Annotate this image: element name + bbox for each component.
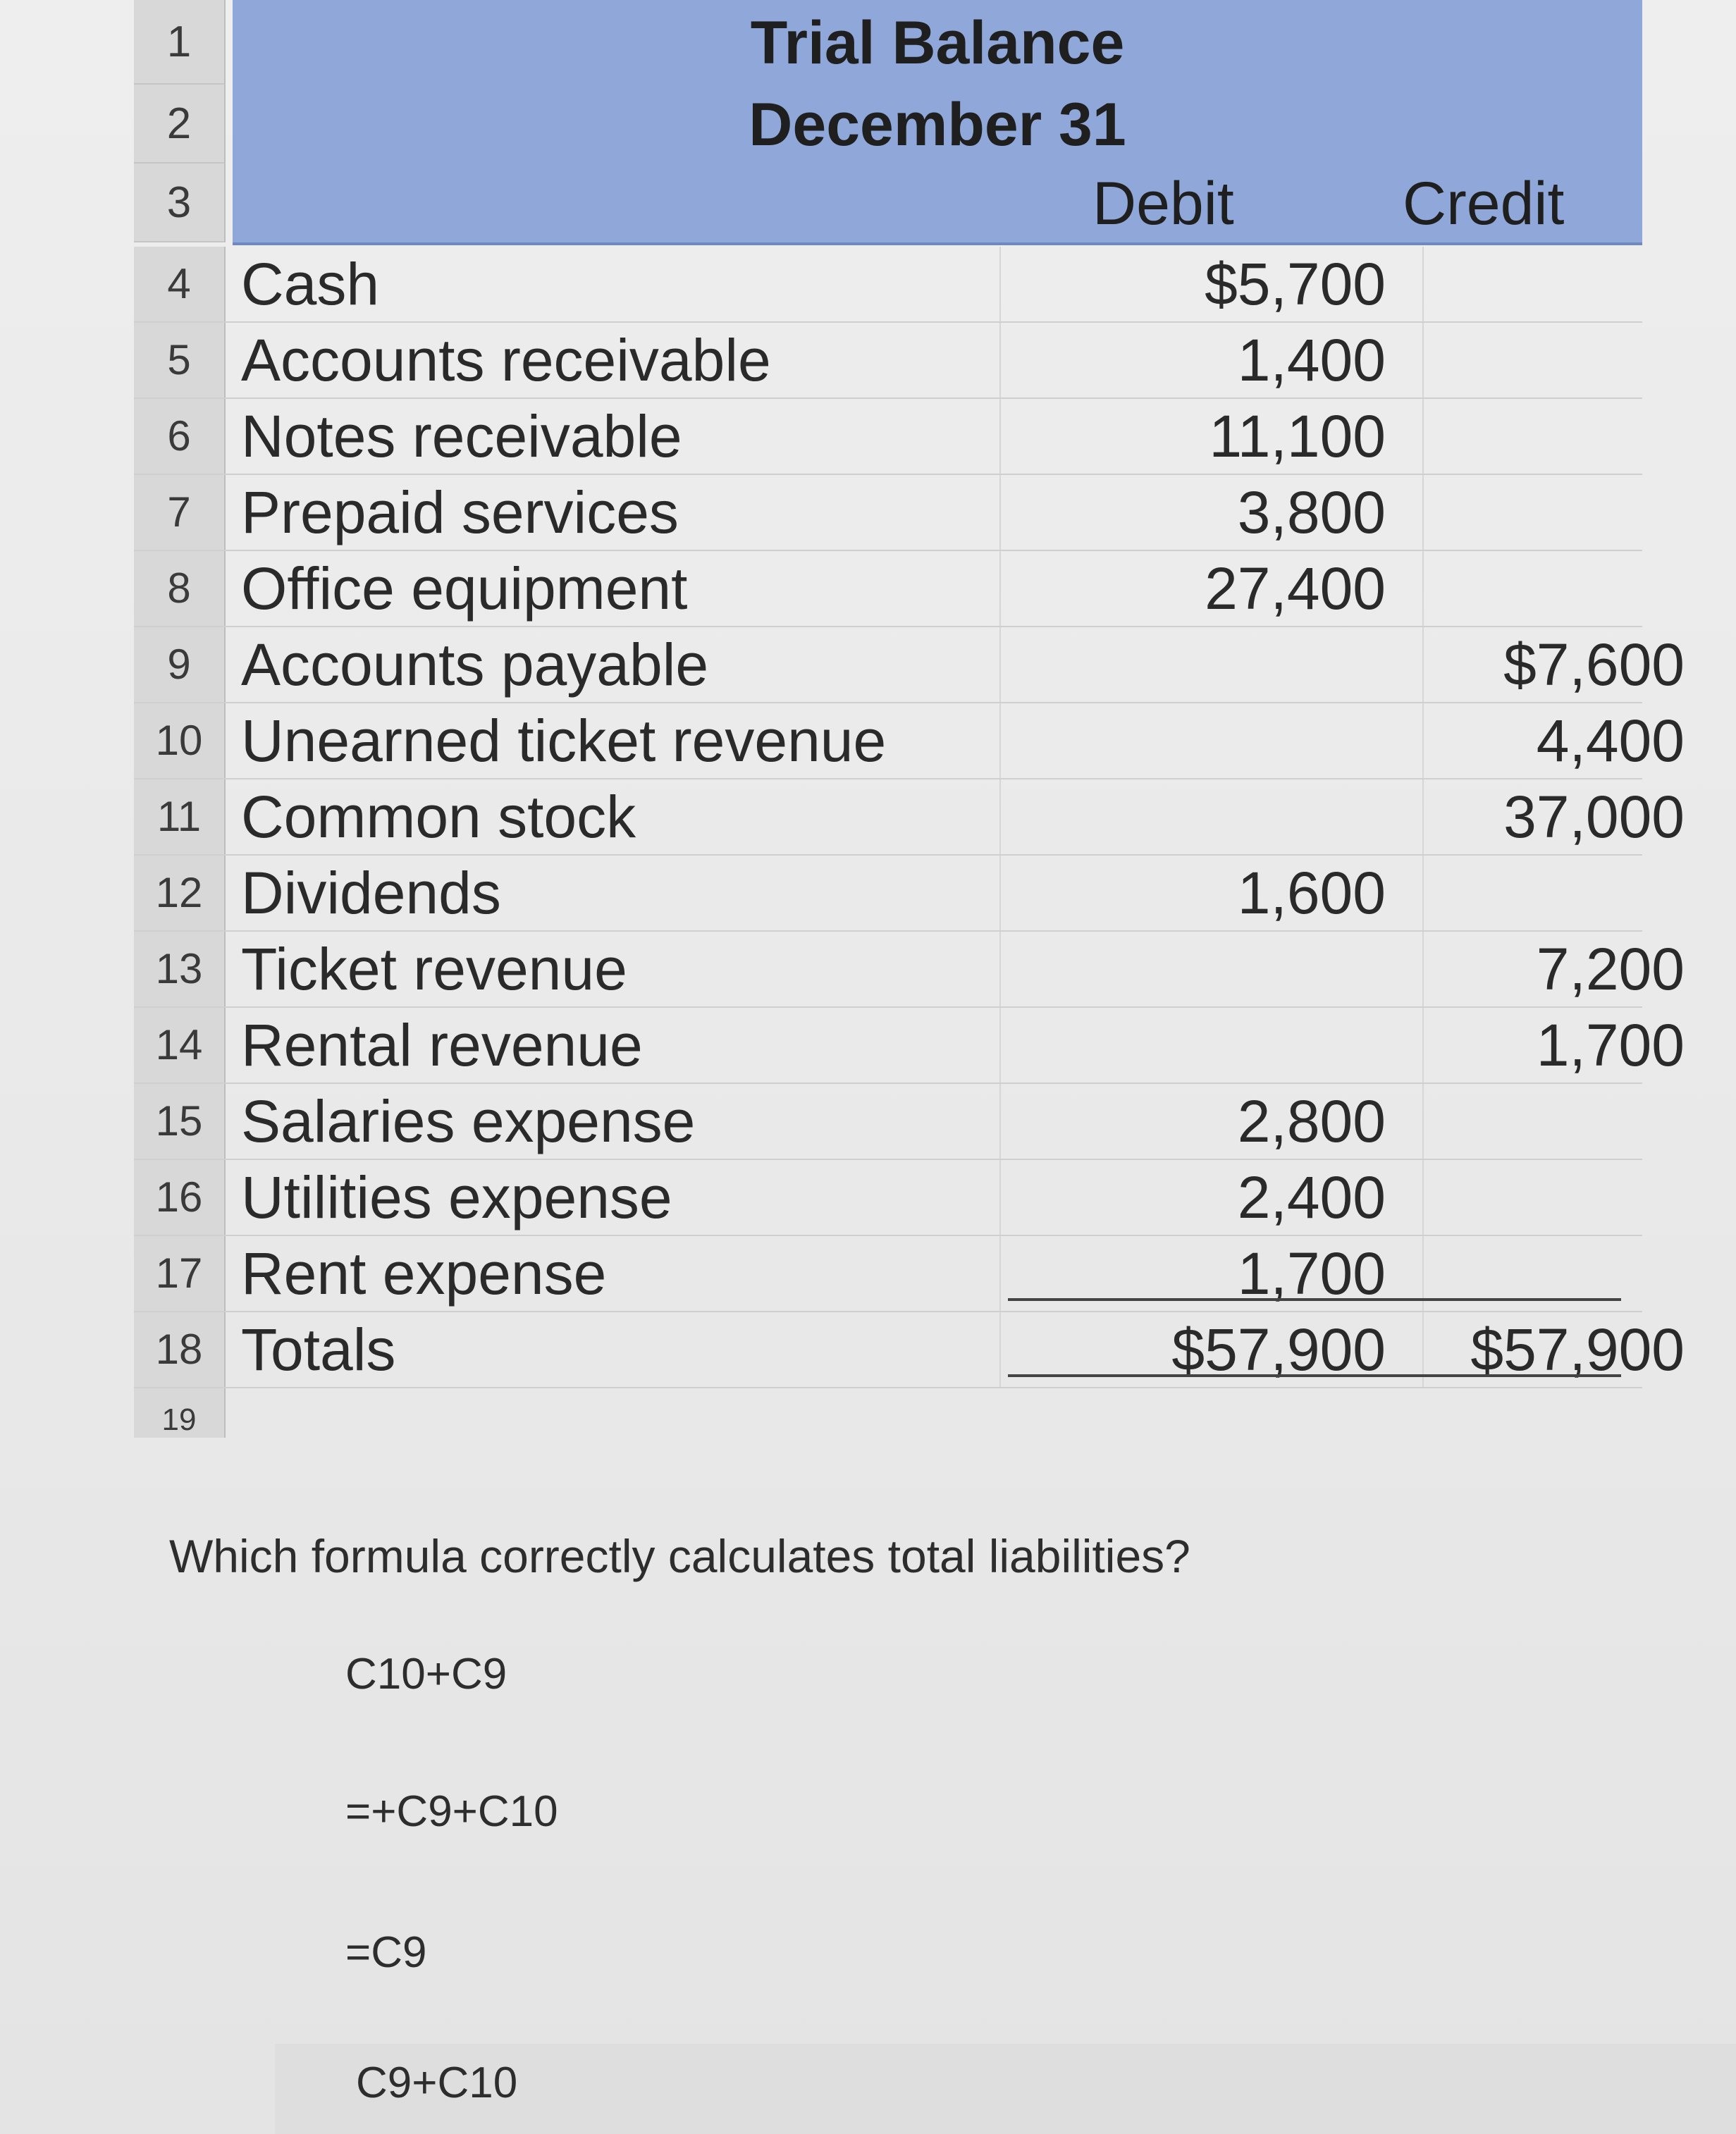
row-number[interactable]: 8 [134, 551, 226, 626]
table-row [134, 627, 1685, 703]
row-number[interactable]: 3 [134, 164, 226, 242]
debit-cell[interactable]: 2,400 [1001, 1160, 1424, 1235]
table-row [134, 1084, 1642, 1160]
credit-cell[interactable] [1424, 1160, 1734, 1235]
credit-cell[interactable]: 4,400 [1536, 708, 1685, 774]
subtotal-rule [1008, 1298, 1621, 1301]
row-number[interactable]: 11 [134, 779, 226, 854]
account-cell[interactable]: Accounts receivable [233, 323, 1001, 397]
row-number[interactable]: 17 [134, 1236, 226, 1311]
credit-cell[interactable]: 1,700 [1536, 1012, 1685, 1078]
debit-cell[interactable]: 1,600 [1001, 856, 1424, 930]
table-row [134, 399, 1642, 475]
debit-cell[interactable]: 2,800 [1001, 1084, 1424, 1159]
row-number[interactable]: 4 [134, 247, 226, 321]
row-number[interactable]: 14 [134, 1008, 226, 1083]
credit-total-cell[interactable]: $57,900 [1470, 1316, 1685, 1383]
answer-option[interactable]: C9+C10 [356, 2059, 518, 2107]
account-cell[interactable]: Accounts payable [233, 627, 1001, 702]
credit-cell[interactable] [1424, 323, 1734, 397]
debit-cell[interactable]: 11,100 [1001, 399, 1424, 474]
credit-cell[interactable] [1424, 1084, 1734, 1159]
sheet-header-band [233, 0, 1642, 245]
answer-option[interactable]: =+C9+C10 [345, 1787, 558, 1836]
row-number[interactable]: 19 [134, 1388, 226, 1438]
table-row [134, 1008, 1685, 1084]
credit-cell[interactable]: $7,600 [1503, 631, 1685, 698]
account-cell[interactable]: Dividends [233, 856, 1001, 930]
table-row [134, 856, 1642, 932]
row-number[interactable]: 12 [134, 856, 226, 930]
row-number[interactable]: 5 [134, 323, 226, 397]
row-number[interactable]: 16 [134, 1160, 226, 1235]
debit-column-header: Debit [1092, 170, 1234, 238]
row-number[interactable]: 18 [134, 1312, 226, 1387]
table-row [134, 1160, 1642, 1236]
debit-cell[interactable] [1001, 932, 1424, 1006]
account-cell[interactable]: Salaries expense [233, 1084, 1001, 1159]
account-cell[interactable]: Ticket revenue [233, 932, 1001, 1006]
table-row [134, 475, 1642, 551]
debit-cell[interactable]: 3,800 [1001, 475, 1424, 550]
table-row [134, 779, 1685, 856]
debit-cell[interactable] [1001, 1008, 1424, 1083]
credit-cell[interactable]: 7,200 [1536, 936, 1685, 1002]
debit-cell[interactable] [1001, 627, 1424, 702]
account-cell[interactable]: Rent expense [233, 1236, 1001, 1311]
table-row [134, 247, 1642, 323]
credit-cell[interactable] [1424, 551, 1734, 626]
debit-cell[interactable]: 27,400 [1001, 551, 1424, 626]
account-cell[interactable]: Utilities expense [233, 1160, 1001, 1235]
credit-cell[interactable]: 37,000 [1503, 784, 1685, 850]
row-number[interactable]: 15 [134, 1084, 226, 1159]
account-cell[interactable]: Notes receivable [233, 399, 1001, 474]
debit-cell[interactable]: $5,700 [1001, 247, 1424, 321]
row-number[interactable]: 10 [134, 703, 226, 778]
table-row [134, 703, 1685, 779]
row-number[interactable]: 1 [134, 0, 226, 85]
account-cell[interactable]: Cash [233, 247, 1001, 321]
sheet-title: Trial Balance [750, 9, 1125, 77]
account-cell[interactable]: Common stock [233, 779, 1001, 854]
row-number[interactable]: 13 [134, 932, 226, 1006]
answer-option[interactable]: =C9 [345, 1928, 427, 1977]
answer-option[interactable]: C10+C9 [345, 1650, 507, 1698]
credit-cell[interactable] [1424, 856, 1734, 930]
account-cell[interactable]: Prepaid services [233, 475, 1001, 550]
debit-cell[interactable]: 1,400 [1001, 323, 1424, 397]
account-cell[interactable]: Unearned ticket revenue [233, 703, 1001, 778]
credit-cell[interactable] [1424, 399, 1734, 474]
debit-cell[interactable]: 1,700 [1001, 1236, 1424, 1311]
table-row [134, 1388, 1642, 1438]
account-cell[interactable]: Office equipment [233, 551, 1001, 626]
debit-cell[interactable] [1001, 703, 1424, 778]
sheet-subtitle: December 31 [749, 91, 1126, 159]
row-number[interactable]: 7 [134, 475, 226, 550]
question-text: Which formula correctly calculates total liabilities? [169, 1530, 1190, 1582]
account-cell[interactable]: Rental revenue [233, 1008, 1001, 1083]
account-cell[interactable]: Totals [233, 1312, 1001, 1387]
row-number[interactable]: 9 [134, 627, 226, 702]
row-number[interactable]: 6 [134, 399, 226, 474]
credit-column-header: Credit [1403, 170, 1565, 238]
table-row [134, 323, 1642, 399]
credit-cell[interactable] [1424, 247, 1734, 321]
total-double-rule [1008, 1374, 1621, 1377]
row-number[interactable]: 2 [134, 85, 226, 164]
debit-cell[interactable] [1001, 779, 1424, 854]
credit-cell[interactable] [1424, 475, 1734, 550]
table-row [134, 551, 1642, 627]
table-row [134, 932, 1685, 1008]
debit-total-cell[interactable]: $57,900 [1001, 1312, 1424, 1387]
